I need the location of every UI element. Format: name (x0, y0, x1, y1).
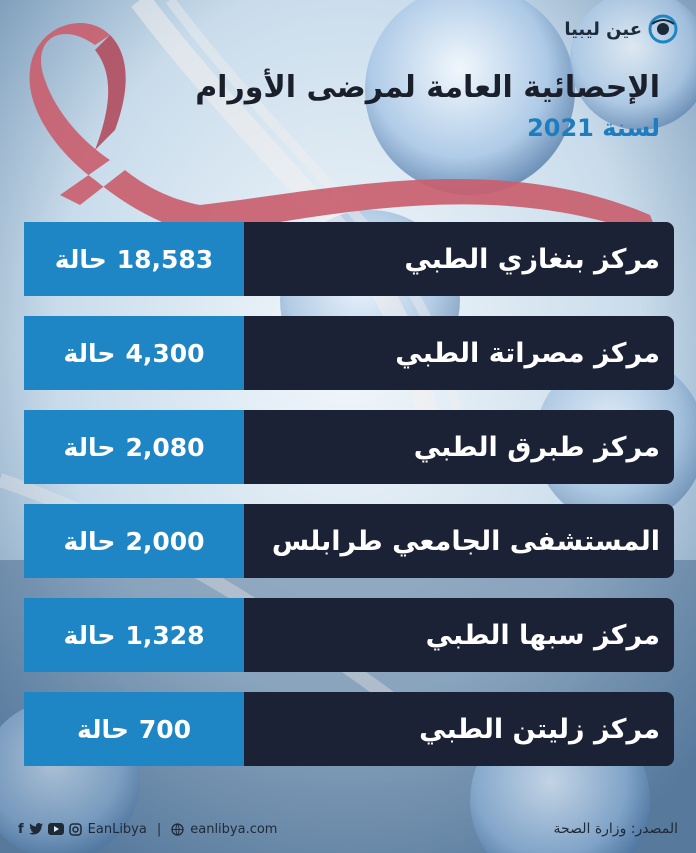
case-count (24, 598, 244, 672)
center-name: مركز طبرق الطبي (244, 410, 674, 484)
case-count (24, 410, 244, 484)
social-links (18, 822, 82, 837)
center-name: مركز سبها الطبي (244, 598, 674, 672)
list-item (24, 316, 674, 390)
center-name: مركز مصراتة الطبي (244, 316, 674, 390)
logo-text: عين ليبيا (564, 18, 642, 40)
count-value: 2,080 (125, 432, 205, 462)
globe-icon (171, 823, 184, 836)
center-name: مركز زليتن الطبي (244, 692, 674, 766)
footer-divider: | (156, 821, 162, 837)
case-count (24, 692, 244, 766)
count-value: 18,583 (116, 244, 214, 274)
list-item (24, 598, 674, 672)
website-link[interactable]: eanlibya.com (190, 821, 278, 837)
case-count (24, 222, 244, 296)
count-value: 4,300 (125, 338, 205, 368)
case-count (24, 504, 244, 578)
center-name: المستشفى الجامعي طرابلس (244, 504, 674, 578)
eye-logo-icon (648, 14, 678, 44)
count-unit: حالة (54, 244, 107, 274)
list-item (24, 692, 674, 766)
count-unit: حالة (63, 338, 116, 368)
youtube-icon[interactable] (48, 823, 64, 835)
brand-logo[interactable] (564, 14, 678, 44)
page-title: الإحصائية العامة لمرضى الأورام (195, 70, 660, 105)
count-unit: حالة (63, 526, 116, 556)
center-name: مركز بنغازي الطبي (244, 222, 674, 296)
source-credit: المصدر: وزارة الصحة (553, 821, 678, 837)
case-count (24, 316, 244, 390)
facebook-icon[interactable]: f (18, 821, 24, 837)
stats-list (24, 222, 674, 786)
twitter-icon[interactable] (29, 823, 43, 835)
list-item (24, 504, 674, 578)
count-value: 2,000 (125, 526, 205, 556)
page-subtitle: لسنة 2021 (527, 114, 660, 142)
count-value: 700 (138, 714, 192, 744)
count-unit: حالة (63, 432, 116, 462)
instagram-icon[interactable] (69, 823, 82, 836)
count-unit: حالة (76, 714, 129, 744)
footer (18, 817, 678, 841)
list-item (24, 222, 674, 296)
count-unit: حالة (63, 620, 116, 650)
count-value: 1,328 (125, 620, 205, 650)
social-handle[interactable]: EanLibya (87, 821, 147, 837)
list-item (24, 410, 674, 484)
